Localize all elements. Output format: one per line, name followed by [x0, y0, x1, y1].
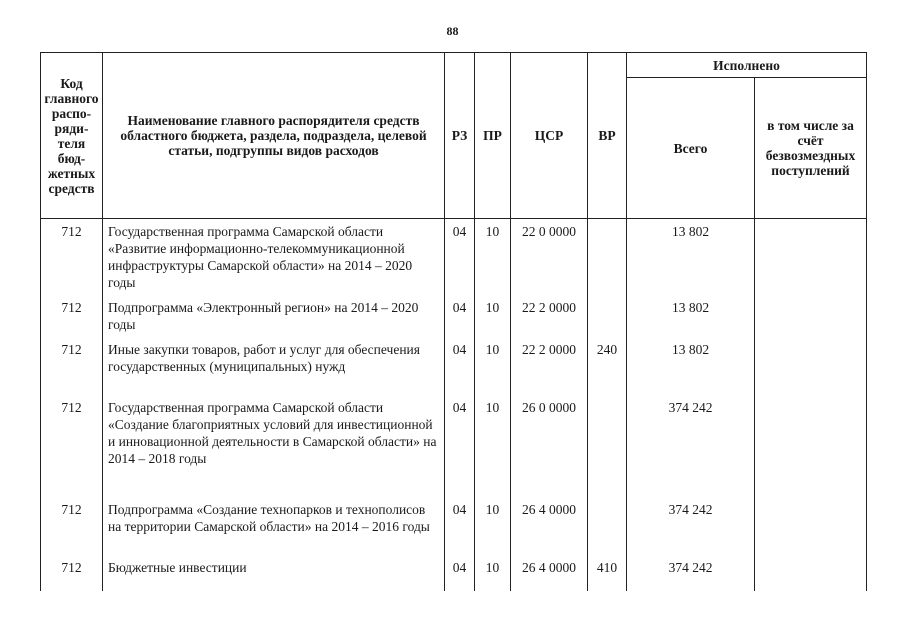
table-header — [41, 53, 867, 219]
cell-total: 374 242 — [627, 501, 755, 559]
header-csr: ЦСР — [511, 53, 588, 219]
cell-rz: 04 — [445, 299, 475, 341]
cell-code: 712 — [41, 219, 103, 300]
cell-code: 712 — [41, 299, 103, 341]
cell-free — [755, 299, 867, 341]
cell-csr: 26 0 0000 — [511, 399, 588, 501]
cell-name: Бюджетные инвестиции — [103, 559, 445, 591]
cell-total: 13 802 — [627, 341, 755, 399]
cell-pr: 10 — [475, 559, 511, 591]
cell-pr: 10 — [475, 299, 511, 341]
budget-table — [40, 52, 867, 591]
cell-vr — [588, 219, 627, 300]
cell-pr: 10 — [475, 341, 511, 399]
header-vr: ВР — [588, 53, 627, 219]
cell-rz: 04 — [445, 559, 475, 591]
cell-rz: 04 — [445, 501, 475, 559]
table-row — [41, 399, 867, 501]
cell-free — [755, 341, 867, 399]
cell-vr — [588, 299, 627, 341]
header-executed: Исполнено — [627, 53, 867, 78]
cell-total: 13 802 — [627, 219, 755, 300]
cell-pr: 10 — [475, 399, 511, 501]
table-body — [41, 219, 867, 592]
cell-csr: 22 0 0000 — [511, 219, 588, 300]
page-number: 88 — [446, 24, 459, 38]
cell-free — [755, 559, 867, 591]
cell-name: Государственная программа Самарской области «Развитие информационно-телекоммуникационной инфраструктуры Самарской области» на 2014 – 2020 годы — [103, 219, 445, 300]
cell-csr: 22 2 0000 — [511, 341, 588, 399]
cell-name: Государственная программа Самарской области «Создание благоприятных условий для инвестиционной и инновационной деятельности в Самарской области» на 2014 – 2018 годы — [103, 399, 445, 501]
cell-free — [755, 219, 867, 300]
cell-name: Подпрограмма «Создание технопарков и технополисов на территории Самарской области» на 2014 – 2016 годы — [103, 501, 445, 559]
cell-rz: 04 — [445, 399, 475, 501]
table-row — [41, 559, 867, 591]
table-row — [41, 341, 867, 399]
cell-name: Иные закупки товаров, работ и услуг для обеспечения государственных (муниципальных) нужд — [103, 341, 445, 399]
cell-vr: 410 — [588, 559, 627, 591]
table-row — [41, 299, 867, 341]
header-name: Наименование главного распорядителя средств областного бюджета, раздела, подраздела, целевой статьи, подгруппы видов расходов — [103, 53, 445, 219]
cell-pr: 10 — [475, 501, 511, 559]
cell-vr — [588, 501, 627, 559]
cell-name: Подпрограмма «Электронный регион» на 2014 – 2020 годы — [103, 299, 445, 341]
cell-csr: 26 4 0000 — [511, 559, 588, 591]
cell-pr: 10 — [475, 219, 511, 300]
table-row — [41, 501, 867, 559]
cell-total: 374 242 — [627, 559, 755, 591]
header-pr: ПР — [475, 53, 511, 219]
cell-code: 712 — [41, 559, 103, 591]
cell-csr: 22 2 0000 — [511, 299, 588, 341]
cell-rz: 04 — [445, 219, 475, 300]
table-row — [41, 219, 867, 300]
cell-free — [755, 501, 867, 559]
cell-vr — [588, 399, 627, 501]
cell-rz: 04 — [445, 341, 475, 399]
cell-total: 13 802 — [627, 299, 755, 341]
cell-code: 712 — [41, 399, 103, 501]
cell-csr: 26 4 0000 — [511, 501, 588, 559]
header-rz: РЗ — [445, 53, 475, 219]
cell-total: 374 242 — [627, 399, 755, 501]
header-code: Код главного распо-ряди-теля бюд-жетных средств — [41, 53, 103, 219]
header-free: в том числе за счёт безвозмездных поступлений — [755, 78, 867, 219]
header-total: Всего — [627, 78, 755, 219]
cell-code: 712 — [41, 501, 103, 559]
cell-free — [755, 399, 867, 501]
cell-vr: 240 — [588, 341, 627, 399]
cell-code: 712 — [41, 341, 103, 399]
